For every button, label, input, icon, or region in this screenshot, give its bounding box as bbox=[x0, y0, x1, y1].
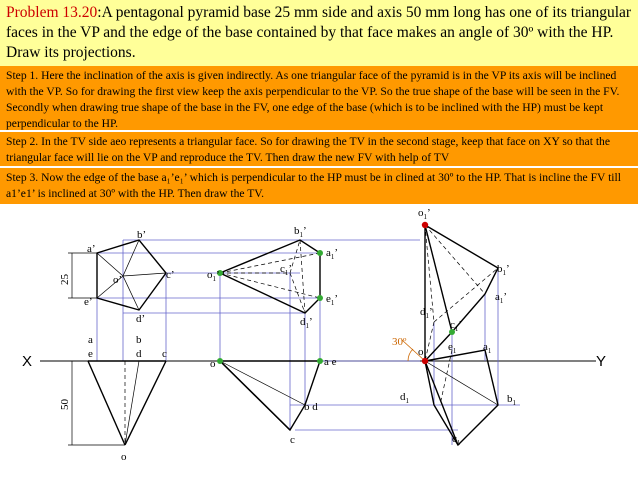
s3-label-b1-fv: $b_1$’ bbox=[497, 263, 510, 277]
s1-label-a-tv: a bbox=[88, 334, 93, 346]
s3-label-o1-fv: $o_1$’ bbox=[418, 207, 431, 221]
s1-label-c-tv: c bbox=[162, 348, 167, 360]
s2-point-e1 bbox=[317, 295, 323, 301]
s2-label-b1-fv: $b_1$’ bbox=[294, 225, 307, 239]
problem-label: Problem 13.20 bbox=[6, 4, 98, 21]
s2-label-c-tv: c bbox=[290, 434, 295, 446]
s1-label-o-fv: o’ bbox=[113, 274, 123, 286]
s3-label-d1-tv: $d_1$ bbox=[400, 391, 409, 405]
s2-label-bd-tv: b d bbox=[304, 401, 318, 413]
step-2: Step 2. In the TV side aeo represents a triangular face. So for drawing the TV in the second stage, keep that face on XY so that the triangular face will lie on the VP and reproduce the TV. Then draw the new FV with help of TV bbox=[0, 132, 638, 166]
s2-label-c1-fv: $c_1$’ bbox=[280, 263, 293, 277]
s3-label-c1-tv: $c_1$ bbox=[452, 433, 461, 447]
s2-label-a1-fv: $a_1$’ bbox=[326, 247, 339, 261]
dim-50 bbox=[68, 361, 125, 445]
s3-label-b1-tv: $b_1$ bbox=[507, 393, 516, 407]
projection-drawing bbox=[0, 204, 638, 478]
dim-50-label: 50 bbox=[59, 399, 71, 410]
s1-label-a-fv: a’ bbox=[87, 243, 96, 255]
s1-label-c-fv: c’ bbox=[166, 269, 175, 281]
s2-label-d1-fv: $d_1$’ bbox=[300, 316, 313, 330]
step-1: Step 1. Here the inclination of the axis is given indirectly. As one triangular face of the pyramid is in the VP its axis will be inclined with the VP. So for drawing the first view keep the axis perpendicular to the VP. So the true shape of the base will be seen in the FV. Secondly when drawing true shape of the base in the FV, one edge of the base (which is to be inclined with the HP) must be kept perpendicular to the HP. bbox=[0, 66, 638, 130]
dim-25-label: 25 bbox=[59, 274, 71, 285]
s1-label-e-fv: e’ bbox=[84, 296, 93, 308]
problem-text: :A pentagonal pyramid base 25 mm side and axis 50 mm long has one of its triangular faces in the VP and the edge of the base contained by that face makes an angle of 30º with the HP. Draw its projections. bbox=[6, 4, 632, 61]
stage1-top-view bbox=[88, 361, 166, 445]
s3-label-e1-tv: $e_1$ bbox=[448, 341, 457, 355]
s3-label-d1-fv: $d_1$’ bbox=[420, 306, 433, 320]
s3-label-a1-fv: $a_1$’ bbox=[495, 291, 508, 305]
s1-label-e-tv: e bbox=[88, 348, 93, 360]
s2-point-a1 bbox=[317, 250, 323, 256]
problem-statement bbox=[0, 0, 638, 66]
s1-label-d-fv: d’ bbox=[136, 313, 146, 325]
s2-point-ae-tv bbox=[317, 358, 323, 364]
s3-point-o1-fv bbox=[422, 222, 428, 228]
s2-point-o-tv bbox=[217, 358, 223, 364]
stage1-front-view bbox=[97, 240, 166, 310]
s1-label-o-tv: o bbox=[121, 451, 127, 463]
stage2-front-view bbox=[220, 240, 320, 313]
step-3: Step 3. Now the edge of the base a₁’e₁’ which is perpendicular to the HP must be in clined at 30º to the HP. That is incline the FV till a1’e1’ is inclined at 30º with the HP. Then draw the TV. bbox=[0, 168, 638, 204]
s3-label-o1-tv: $o_1$ bbox=[418, 346, 427, 360]
s1-label-b-tv: b bbox=[136, 334, 142, 346]
s2-label-o1-fv: $o_1$’ bbox=[207, 269, 220, 283]
s2-label-e1-fv: $e_1$’ bbox=[326, 293, 339, 307]
y-label: Y bbox=[596, 353, 607, 370]
s1-label-d-tv: d bbox=[136, 348, 142, 360]
s3-label-c1-fv: $c_1$’ bbox=[450, 319, 463, 333]
x-label: X bbox=[22, 353, 33, 370]
stage3-top-view bbox=[425, 350, 498, 445]
s2-label-ae-tv: a e bbox=[324, 356, 337, 368]
s3-label-a1-tv: $a_1$ bbox=[483, 341, 492, 355]
angle-30-label: 30º bbox=[392, 336, 407, 348]
s2-label-o-tv: o bbox=[210, 358, 216, 370]
dim-25 bbox=[68, 253, 97, 298]
s1-label-b-fv: b’ bbox=[137, 229, 147, 241]
